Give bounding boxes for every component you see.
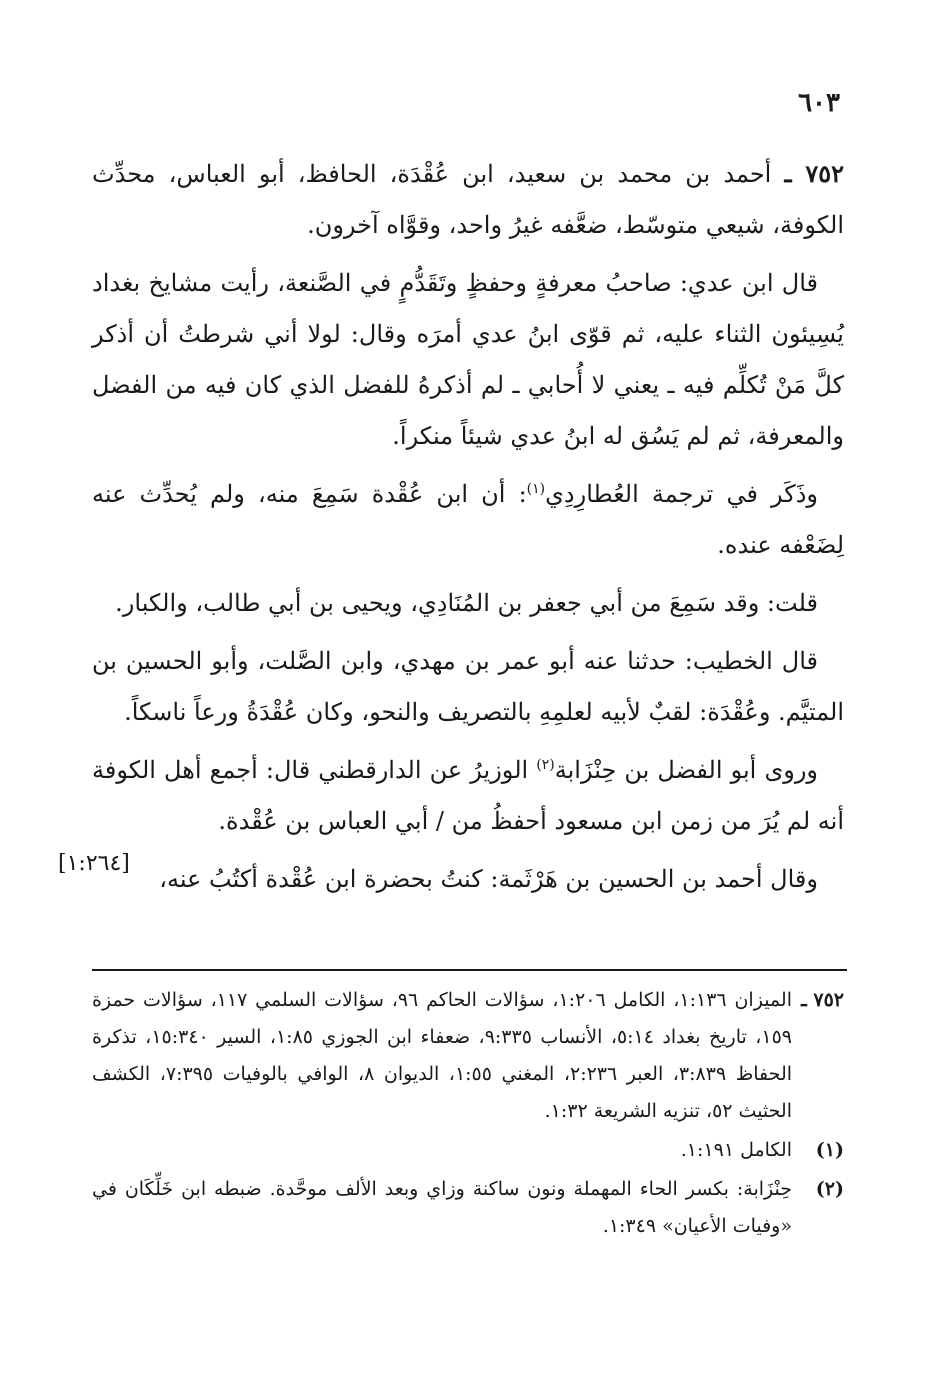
footnote-mark: ٧٥٢ ـ: [801, 989, 844, 1011]
paragraph-text: الوزيرُ عن الدارقطني قال: أجمع أهل الكوفة أنه لم يُرَ من زمن ابن مسعود أحفظُ من / أبي العباس بن عُقْدة.: [92, 756, 844, 835]
paragraph-text: قال ابن عدي: صاحبُ معرفةٍ وحفظٍ وتَقَدُّمٍ في الصَّنعة، رأيت مشايخ بغداد يُسِيئون الثناء عليه، ثم قوّى ابنُ عدي أمرَه وقال: لولا أني شرطتُ أن أذكر كلَّ مَنْ تُكلِّم فيه ـ يعني لا أُحابي ـ لم أذكرهُ للفضل الذي كان فيه من الفضل والمعرفة، ثم لم يَسُق له ابنُ عدي شيئاً منكراً.: [92, 269, 844, 450]
margin-reference: [١:٢٦٤]: [58, 851, 130, 876]
entry-number: ٧٥٢ ـ: [784, 159, 844, 188]
footnotes: [92, 982, 844, 1247]
paragraph-text: وذَكَر في ترجمة العُطارِدِي: [545, 480, 818, 508]
footnote: [92, 1171, 844, 1245]
paragraph-text: وروى أبو الفضل بن حِنْزَابة: [554, 756, 818, 784]
footnote-ref: (٢): [536, 757, 555, 773]
paragraph-text: وقال أحمد بن الحسين بن هَرْثَمة: كنتُ بحضرة ابن عُقْدة أكتُبُ عنه،: [159, 865, 818, 893]
entry-heading-text: أحمد بن محمد بن سعيد، ابن عُقْدَة، الحافظ، أبو العباس، محدِّث الكوفة، شيعي متوسّط، ضعَّفه غيرُ واحد، وقوَّاه آخرون.: [92, 160, 844, 239]
page-number: ٦٠٣: [798, 88, 840, 118]
paragraph-text: : أن ابن عُقْدة سَمِعَ منه، ولم يُحدِّث عنه لِضَعْفه عنده.: [92, 480, 844, 559]
paragraph: [92, 854, 844, 905]
paragraph: [92, 258, 844, 462]
paragraph: [92, 745, 844, 847]
entry-heading: [92, 148, 844, 251]
footnote-divider: [92, 969, 847, 971]
paragraph: [92, 578, 844, 629]
footnote-mark: (١): [815, 1139, 844, 1161]
footnote: [92, 1132, 844, 1169]
footnote-mark: (٢): [815, 1178, 844, 1200]
footnote-ref: (١): [526, 481, 546, 497]
footnote: [92, 982, 844, 1130]
paragraph: [92, 636, 844, 738]
paragraph: [92, 469, 844, 571]
main-text: [92, 148, 844, 912]
footnote-text: حِنْزَابة: بكسر الحاء المهملة ونون ساكنة وزاي وبعد الألف موحَّدة. ضبطه ابن خَلِّكَان في «وفيات الأعيان» ١:٣٤٩.: [92, 1178, 792, 1237]
paragraph-text: قال الخطيب: حدثنا عنه أبو عمر بن مهدي، وابن الصَّلت، وأبو الحسين بن المتيَّم. وعُقْدَة: لقبٌ لأبيه لعلمِهِ بالتصريف والنحو، وكان عُقْدَةُ ورعاً ناسكاً.: [92, 647, 844, 726]
paragraph-text: قلت: وقد سَمِعَ من أبي جعفر بن المُنَادِي، ويحيى بن أبي طالب، والكبار.: [115, 589, 818, 617]
footnote-text: الميزان ١:١٣٦، الكامل ١:٢٠٦، سؤالات الحاكم ٩٦، سؤالات السلمي ١١٧، سؤالات حمزة ١٥٩، تاريخ بغداد ٥:١٤، الأنساب ٩:٣٣٥، ضعفاء ابن الجوزي ١:٨٥، السير ١٥:٣٤٠، تذكرة الحفاظ ٣:٨٣٩، العبر ٢:٢٣٦، المغني ١:٥٥، الديوان ٨، الوافي بالوفيات ٧:٣٩٥، الكشف الحثيث ٥٢، تنزيه الشريعة ١:٣٢.: [92, 989, 793, 1122]
footnote-text: الكامل ١:١٩١.: [680, 1139, 792, 1161]
